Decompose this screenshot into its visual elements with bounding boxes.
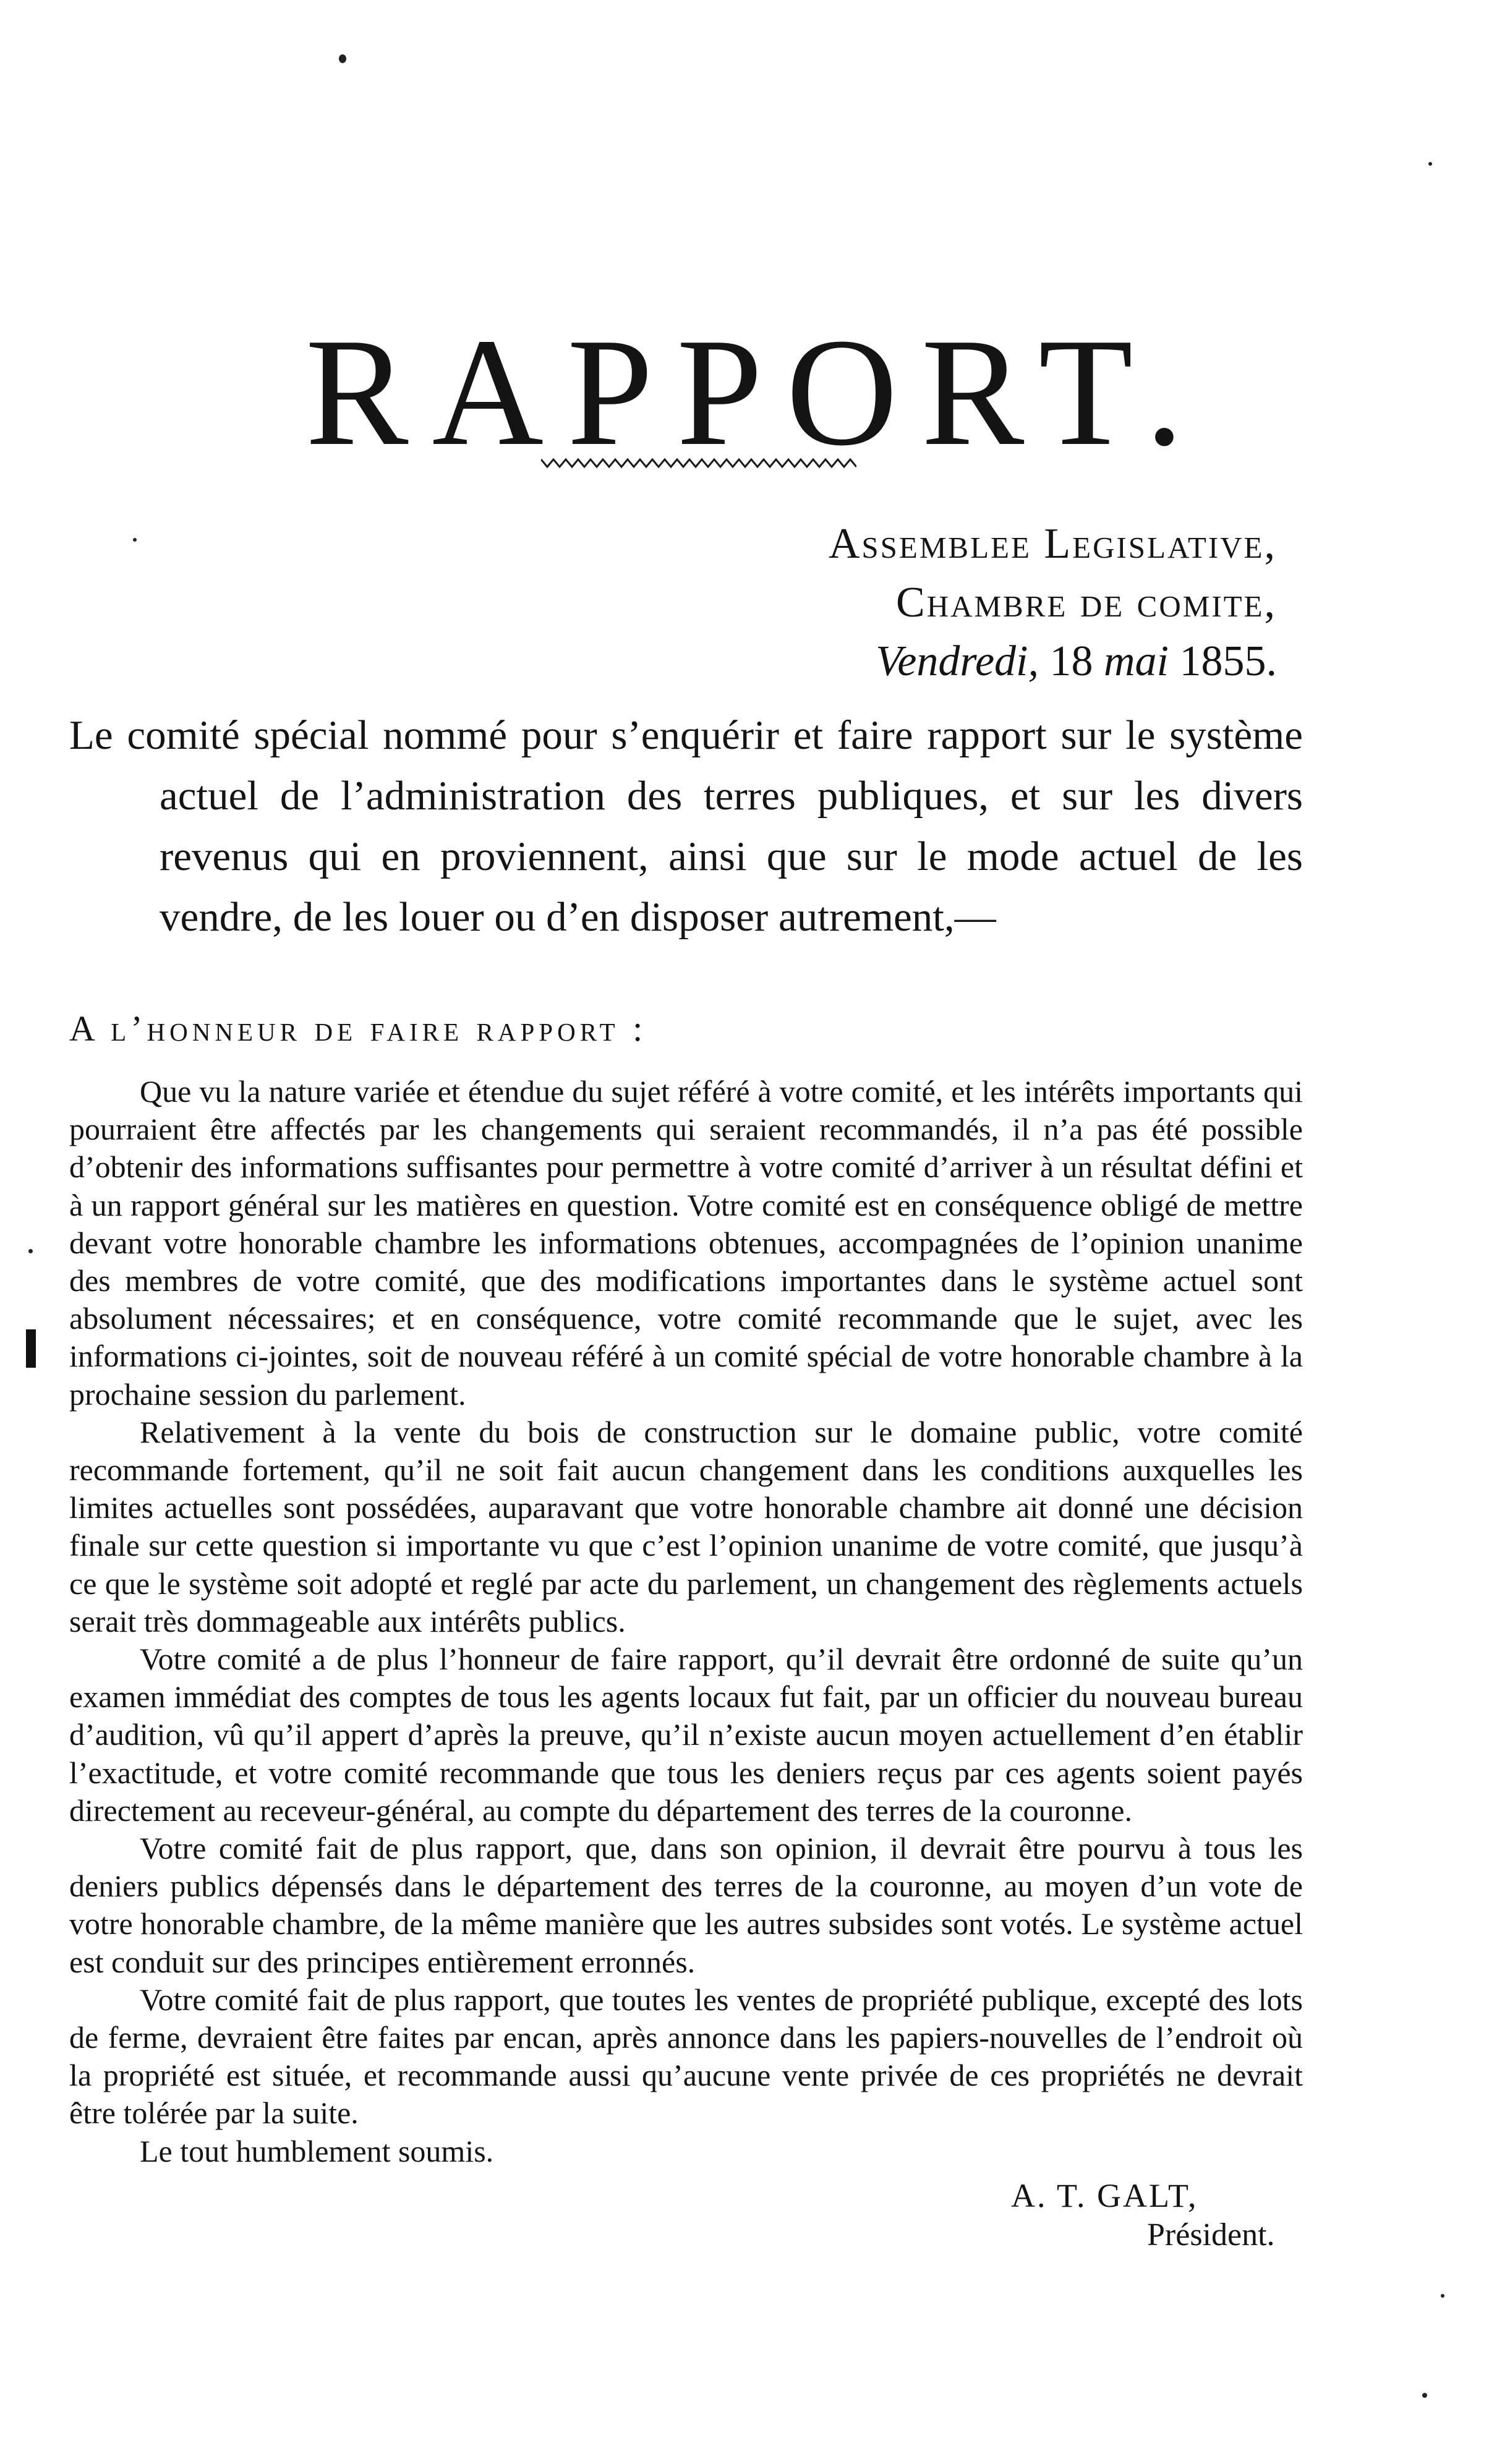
report-paragraph: Que vu la nature variée et étendue du sujet référé à votre comité, et les intérêts importants qui pourraient être affectés par les changements qui seraient recommandés, il n’a pas été possible d’obtenir des informations suffisantes pour permettre à votre comité d’arriver à un résultat défini et à un rapport général sur les matières en question. Votre comité est en conséquence obligé de mettre devant votre honorable chambre les informations obtenues, accompagnées de l’opinion unanime des membres de votre comité, que des modifications importantes dans le système actuel sont absolument nécessaires; et en conséquence, votre comité recommande que le sujet, avec les informations ci-jointes, soit de nouveau référé à un comité spécial de votre honorable chambre à la prochaine session du parlement. <box>69 1074 1303 1412</box>
scan-speck <box>1428 162 1432 166</box>
document-title: RAPPORT. <box>305 307 1208 478</box>
scan-margin-mark <box>26 1329 36 1368</box>
date-year: 1855. <box>1169 637 1277 685</box>
date-number: 18 <box>1039 637 1104 685</box>
signature-title: Président. <box>1147 2217 1275 2253</box>
scan-speck <box>133 538 137 542</box>
scan-speck <box>339 54 346 63</box>
scan-speck <box>1441 2294 1444 2298</box>
closing-line: Le tout humblement soumis. <box>140 2133 494 2168</box>
header-date <box>876 637 1277 685</box>
report-paragraph: Relativement à la vente du bois de construction sur le domaine public, votre comité recommande fortement, qu’il ne soit fait aucun changement dans les conditions auxquelles les limites actuelles sont possédées, auparavant que votre honorable chambre ait donné une décision finale sur cette question si importante vu que c’est l’opinion unanime de votre comité, que jusqu’à ce que le système soit adopté et reglé par acte du parlement, un changement des règlements actuels serait très dommageable aux intérêts publics. <box>69 1414 1303 1639</box>
report-paragraph: Votre comité a de plus l’honneur de faire rapport, qu’il devrait être ordonné de suite qu’un examen immédiat des comptes de tous les agents locaux fut fait, par un officier du nouveau bureau d’audition, vû qu’il appert d’après la preuve, qu’il n’existe aucun moyen actuellement d’en établir l’exactitude, et votre comité recommande que tous les deniers reçus par ces agents soient payés directement au receveur-général, au compte du département des terres de la couronne. <box>69 1642 1303 1828</box>
date-month: mai <box>1104 637 1169 685</box>
report-paragraph: Votre comité fait de plus rapport, que toutes les ventes de propriété publique, excepté des lots de ferme, devraient être faites par encan, après annonce dans les papiers-nouvelles de l’endroit où la propriété est située, et recommande aussi qu’aucune vente privée de ces propriétés ne devrait être tolérée par la suite. <box>69 1982 1303 2131</box>
report-body <box>69 1073 1303 2170</box>
signature-name: A. T. GALT, <box>1011 2177 1198 2214</box>
decorative-rule <box>541 454 856 472</box>
date-day: Vendredi, <box>876 637 1039 685</box>
report-paragraph: Votre comité fait de plus rapport, que, dans son opinion, il devrait être pourvu à tous les deniers publics dépensés dans le département des terres de la couronne, au moyen d’un vote de votre honorable chambre, de la même manière que les autres subsides sont votés. Le système actuel est conduit sur des principes entièrement erronnés. <box>69 1831 1303 1979</box>
scan-speck <box>1422 2393 1427 2398</box>
intro-paragraph: Le comité spécial nommé pour s’enquérir et faire rapport sur le système actuel de l’administration des terres publiques, et sur les divers revenus qui en proviennent, ainsi que sur le mode actuel de les vendre, de les louer ou d’en disposer autrement,— <box>69 712 1303 940</box>
scan-speck <box>28 1249 33 1253</box>
header-chamber: Chambre de comite, <box>896 579 1277 626</box>
header-assembly: Assemblee Legislative, <box>828 520 1277 568</box>
honneur-heading: A l’honneur de faire rapport : <box>69 1008 647 1049</box>
